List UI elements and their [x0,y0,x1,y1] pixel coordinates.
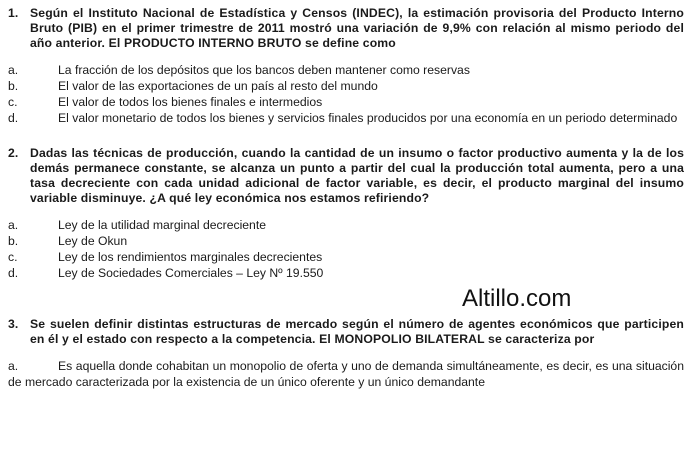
option-text: El valor de las exportaciones de un país al resto del mundo [58,79,378,93]
option-letter: d. [8,111,19,125]
watermark-text: Altillo.com [462,285,572,312]
option-2c [8,249,684,265]
option-text: Ley de la utilidad marginal decreciente [58,218,266,232]
option-letter: a. [8,63,19,77]
question-2 [8,146,684,281]
option-1b [8,78,684,94]
question-3-number: 3. [8,317,19,331]
option-letter: a. [8,359,19,373]
option-letter: d. [8,266,19,280]
question-2-text [8,146,684,206]
option-1c [8,94,684,110]
option-text: El valor monetario de todos los bienes y servicios finales producidos por una economía en un periodo determinado [58,111,678,125]
question-2-number: 2. [8,146,19,160]
question-1-number: 1. [8,6,19,20]
question-3 [8,317,684,390]
option-2d [8,265,684,281]
option-text: Ley de Sociedades Comerciales – Ley Nº 19.550 [58,266,324,280]
question-3-text [8,317,684,347]
exam-page [8,6,684,390]
option-letter: b. [8,79,19,93]
option-text: La fracción de los depósitos que los bancos deben mantener como reservas [58,63,470,77]
option-text: Ley de Okun [58,234,128,248]
option-3a [8,358,684,390]
option-2b [8,233,684,249]
option-text: Ley de los rendimientos marginales decrecientes [58,250,323,264]
question-2-options [8,217,684,281]
option-letter: b. [8,234,19,248]
option-1a [8,62,684,78]
option-letter: c. [8,250,18,264]
question-3-statement: Se suelen definir distintas estructuras de mercado según el número de agentes económicos que participen en él y el estado con respecto a la competencia. El MONOPOLIO BILATERAL se caracteriza por [30,317,684,346]
question-2-statement: Dadas las técnicas de producción, cuando la cantidad de un insumo o factor productivo aumenta y la de los demás permanece constante, se alcanza un punto a partir del cual la producción total aumenta, pero a una tasa decreciente con cada unidad adicional de factor variable, es decir, el producto marginal del insumo variable disminuye. ¿A qué ley económica nos estamos refiriendo? [30,146,684,205]
option-text: El valor de todos los bienes finales e intermedios [58,95,323,109]
question-1-text [8,6,684,51]
question-1-statement: Según el Instituto Nacional de Estadística y Censos (INDEC), la estimación provisoria del Producto Interno Bruto (PIB) en el primer trimestre de 2011 mostró una variación de 9,9% con relación al mismo periodo del año anterior. El PRODUCTO INTERNO BRUTO se define como [30,6,684,50]
question-1 [8,6,684,126]
option-letter: c. [8,95,18,109]
option-1d [8,110,684,126]
option-2a [8,217,684,233]
option-letter: a. [8,218,19,232]
question-1-options [8,62,684,126]
question-3-options [8,358,684,390]
option-text: Es aquella donde cohabitan un monopolio de oferta y uno de demanda simultáneamente, es decir, es una situación de mercado caracterizada por la existencia de un único oferente y un único demandante [8,359,684,389]
